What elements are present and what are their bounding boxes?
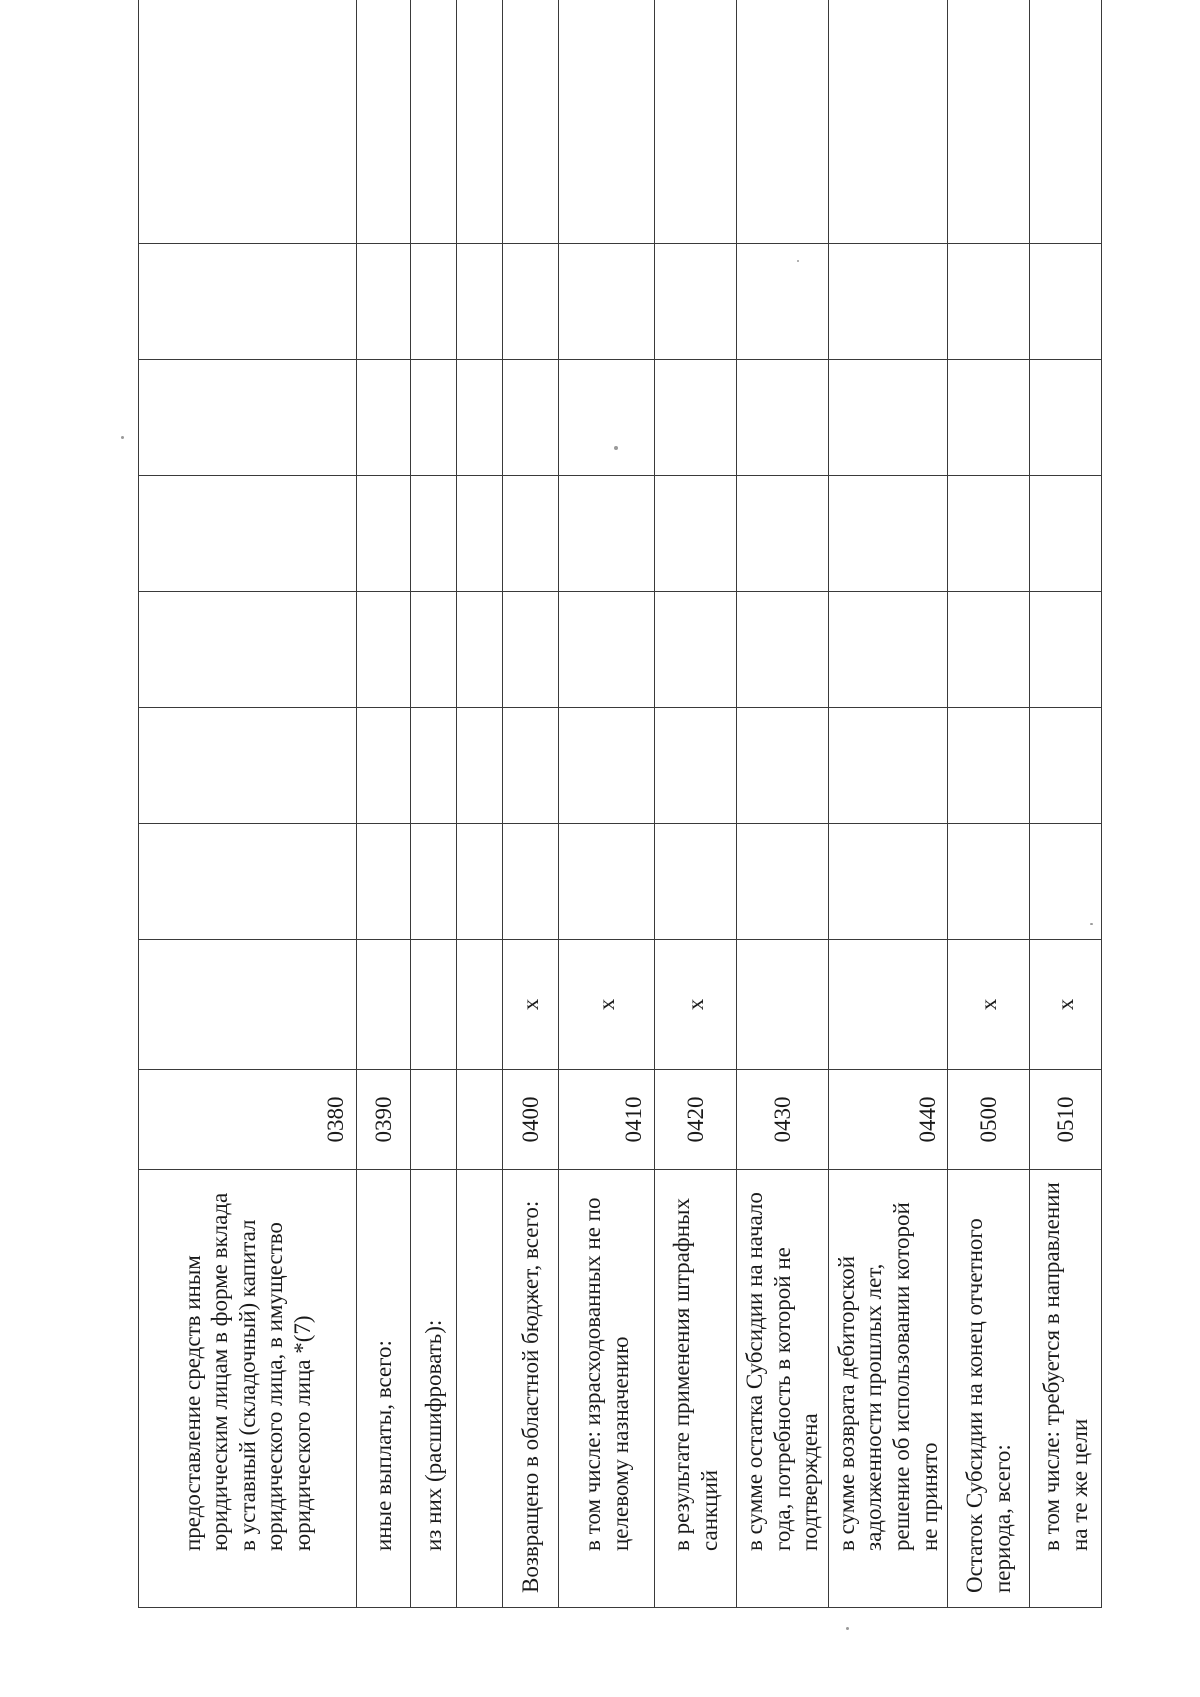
value-cell bbox=[357, 244, 411, 360]
value-cell bbox=[948, 476, 1030, 592]
row-code bbox=[411, 1070, 457, 1170]
value-cell bbox=[655, 592, 737, 708]
row-label: Возвращено в областной бюджет, всего: bbox=[503, 1170, 559, 1608]
rotated-report-table bbox=[138, 78, 1092, 1608]
value-cell bbox=[948, 708, 1030, 824]
value-cell bbox=[559, 824, 655, 940]
row-code: 0400 bbox=[503, 1070, 559, 1170]
value-cell bbox=[828, 476, 947, 592]
value-cell bbox=[948, 360, 1030, 476]
value-cell bbox=[737, 708, 829, 824]
value-cell bbox=[457, 360, 503, 476]
value-cell bbox=[948, 824, 1030, 940]
table-row bbox=[1030, 0, 1102, 1608]
value-cell bbox=[357, 592, 411, 708]
value-cell bbox=[357, 0, 411, 244]
table-body bbox=[139, 0, 1102, 1608]
value-cell bbox=[559, 476, 655, 592]
row-x-marker: х bbox=[559, 940, 655, 1070]
value-cell bbox=[655, 244, 737, 360]
value-cell bbox=[655, 476, 737, 592]
value-cell bbox=[1030, 708, 1102, 824]
table-row bbox=[828, 0, 947, 1608]
row-code: 0380 bbox=[139, 1070, 357, 1170]
value-cell bbox=[411, 0, 457, 244]
scan-speck bbox=[614, 446, 618, 450]
table-row bbox=[457, 0, 503, 1608]
value-cell bbox=[655, 824, 737, 940]
row-code: 0390 bbox=[357, 1070, 411, 1170]
value-cell bbox=[139, 0, 357, 244]
table-row bbox=[559, 0, 655, 1608]
value-cell bbox=[139, 476, 357, 592]
table-row bbox=[948, 0, 1030, 1608]
value-cell bbox=[503, 360, 559, 476]
row-x-marker: х bbox=[503, 940, 559, 1070]
value-cell bbox=[737, 476, 829, 592]
value-cell bbox=[357, 708, 411, 824]
value-cell bbox=[655, 708, 737, 824]
value-cell bbox=[411, 360, 457, 476]
row-label: в сумме остатка Субсидии на начало года, потребность в которой не подтверждена bbox=[737, 1170, 829, 1608]
value-cell bbox=[737, 360, 829, 476]
value-cell bbox=[411, 476, 457, 592]
value-cell bbox=[1030, 244, 1102, 360]
row-x-marker bbox=[828, 940, 947, 1070]
row-code: 0510 bbox=[1030, 1070, 1102, 1170]
value-cell bbox=[1030, 360, 1102, 476]
value-cell bbox=[948, 0, 1030, 244]
value-cell bbox=[357, 360, 411, 476]
value-cell bbox=[457, 0, 503, 244]
value-cell bbox=[457, 824, 503, 940]
table-row bbox=[139, 0, 357, 1608]
value-cell bbox=[828, 824, 947, 940]
value-cell bbox=[139, 360, 357, 476]
row-code bbox=[457, 1070, 503, 1170]
value-cell bbox=[503, 824, 559, 940]
row-x-marker bbox=[357, 940, 411, 1070]
table-row bbox=[655, 0, 737, 1608]
value-cell bbox=[139, 708, 357, 824]
value-cell bbox=[655, 0, 737, 244]
value-cell bbox=[655, 360, 737, 476]
value-cell bbox=[559, 360, 655, 476]
row-x-marker: х bbox=[948, 940, 1030, 1070]
subsidy-report-table bbox=[138, 0, 1102, 1608]
row-label: из них (расшифровать): bbox=[411, 1170, 457, 1608]
row-code: 0440 bbox=[828, 1070, 947, 1170]
value-cell bbox=[457, 476, 503, 592]
row-code: 0500 bbox=[948, 1070, 1030, 1170]
scan-speck bbox=[121, 436, 124, 439]
value-cell bbox=[457, 708, 503, 824]
scan-speck bbox=[1090, 923, 1093, 925]
table-row bbox=[411, 0, 457, 1608]
value-cell bbox=[139, 592, 357, 708]
value-cell bbox=[503, 592, 559, 708]
value-cell bbox=[1030, 476, 1102, 592]
value-cell bbox=[411, 592, 457, 708]
row-code: 0420 bbox=[655, 1070, 737, 1170]
value-cell bbox=[737, 244, 829, 360]
value-cell bbox=[503, 476, 559, 592]
value-cell bbox=[1030, 0, 1102, 244]
table-row bbox=[737, 0, 829, 1608]
scan-speck bbox=[846, 1627, 849, 1630]
value-cell bbox=[828, 592, 947, 708]
row-label: предоставление средств иным юридическим лицам в форме вклада в уставный (складочный) капитал юридического лица, в имущество юридического лица *(7) bbox=[139, 1170, 357, 1608]
row-x-marker bbox=[737, 940, 829, 1070]
row-label: Остаток Субсидии на конец отчетного периода, всего: bbox=[948, 1170, 1030, 1608]
value-cell bbox=[737, 592, 829, 708]
row-x-marker: х bbox=[1030, 940, 1102, 1070]
value-cell bbox=[457, 244, 503, 360]
value-cell bbox=[357, 824, 411, 940]
row-x-marker: х bbox=[655, 940, 737, 1070]
value-cell bbox=[559, 0, 655, 244]
row-x-marker bbox=[457, 940, 503, 1070]
value-cell bbox=[503, 0, 559, 244]
row-label: в результате применения штрафных санкций bbox=[655, 1170, 737, 1608]
table-row bbox=[503, 0, 559, 1608]
row-label: иные выплаты, всего: bbox=[357, 1170, 411, 1608]
value-cell bbox=[457, 592, 503, 708]
value-cell bbox=[828, 360, 947, 476]
value-cell bbox=[948, 592, 1030, 708]
value-cell bbox=[357, 476, 411, 592]
row-x-marker bbox=[139, 940, 357, 1070]
row-label: в сумме возврата дебиторской задолженности прошлых лет, решение об использовании которой не принято bbox=[828, 1170, 947, 1608]
value-cell bbox=[828, 0, 947, 244]
value-cell bbox=[1030, 592, 1102, 708]
value-cell bbox=[411, 708, 457, 824]
scan-speck bbox=[797, 260, 799, 262]
value-cell bbox=[559, 244, 655, 360]
value-cell bbox=[559, 708, 655, 824]
value-cell bbox=[139, 244, 357, 360]
value-cell bbox=[411, 824, 457, 940]
value-cell bbox=[503, 244, 559, 360]
row-label bbox=[457, 1170, 503, 1608]
value-cell bbox=[559, 592, 655, 708]
value-cell bbox=[737, 824, 829, 940]
row-code: 0410 bbox=[559, 1070, 655, 1170]
row-code: 0430 bbox=[737, 1070, 829, 1170]
table-row bbox=[357, 0, 411, 1608]
row-label: в том числе: требуется в направлении на те же цели bbox=[1030, 1170, 1102, 1608]
row-label: в том числе: израсходованных не по целевому назначению bbox=[559, 1170, 655, 1608]
value-cell bbox=[503, 708, 559, 824]
row-x-marker bbox=[411, 940, 457, 1070]
value-cell bbox=[828, 244, 947, 360]
value-cell bbox=[411, 244, 457, 360]
value-cell bbox=[737, 0, 829, 244]
value-cell bbox=[139, 824, 357, 940]
value-cell bbox=[948, 244, 1030, 360]
value-cell bbox=[828, 708, 947, 824]
